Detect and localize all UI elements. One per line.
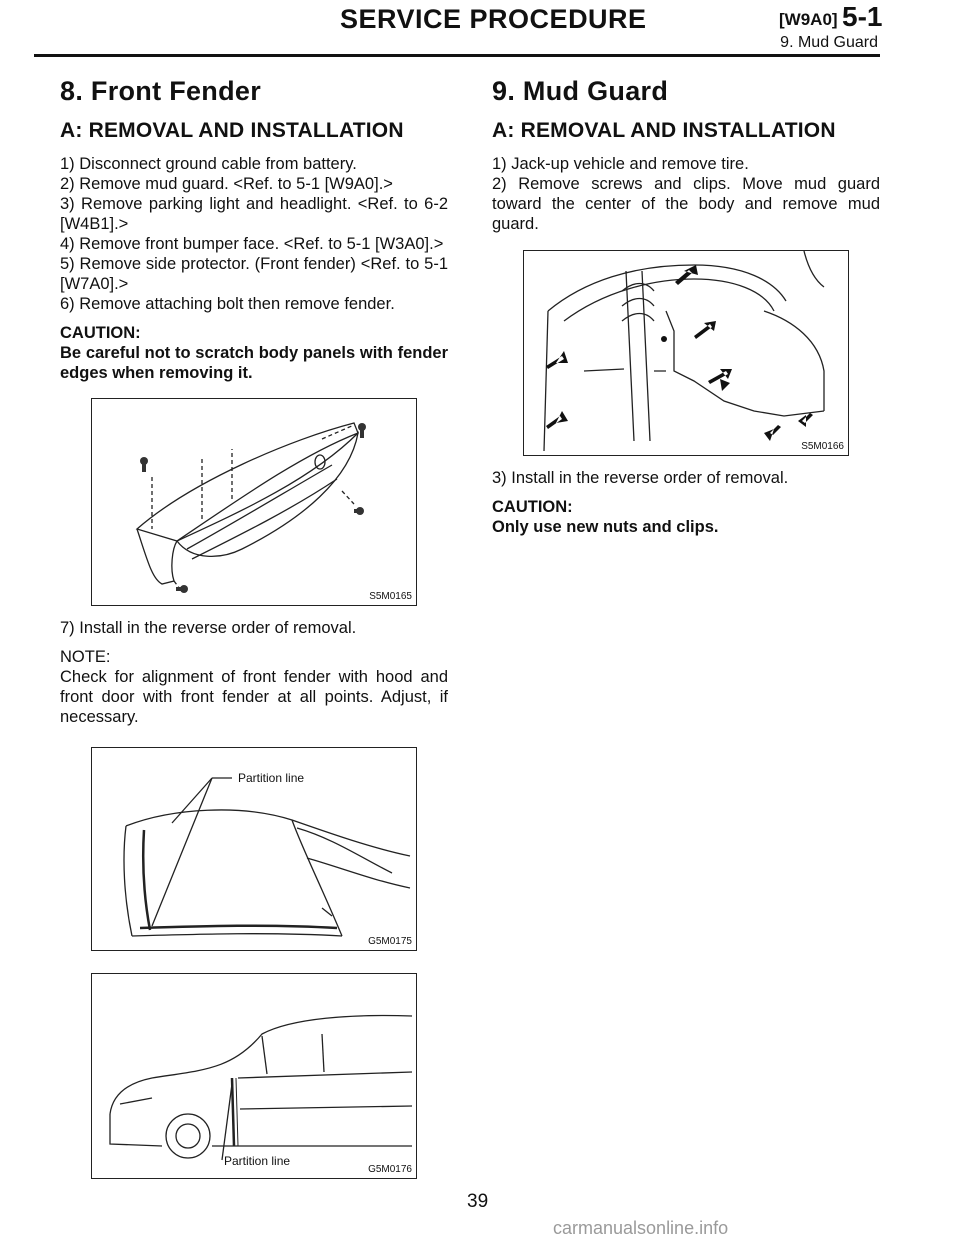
page-number: 39 bbox=[467, 1191, 489, 1212]
page-header-title: SERVICE PROCEDURE bbox=[340, 4, 647, 34]
front-fender-heading: 8. Front Fender bbox=[60, 76, 262, 106]
right-column bbox=[492, 76, 880, 537]
caution-text: Be careful not to scratch body panels with fender edges when removing it. bbox=[60, 344, 448, 382]
caution-label: CAUTION: bbox=[492, 498, 573, 516]
step-2: 2) Remove mud guard. <Ref. to 5-1 [W9A0].> bbox=[60, 175, 393, 193]
step-6: 6) Remove attaching bolt then remove fender. bbox=[60, 295, 395, 313]
step-3: 3) Remove parking light and headlight. <Ref. to 6-2 [W4B1].> bbox=[60, 195, 448, 233]
mud-guard-figure bbox=[523, 250, 849, 456]
mud-guard-illustration bbox=[524, 251, 848, 455]
caution-label: CAUTION: bbox=[60, 324, 141, 342]
page-subtitle: 9. Mud Guard bbox=[780, 34, 878, 51]
door-partition-figure bbox=[91, 973, 417, 1179]
mud-guard-heading: 9. Mud Guard bbox=[492, 76, 669, 106]
front-fender-subheading: A: REMOVAL AND INSTALLATION bbox=[60, 119, 404, 142]
step-2: 2) Remove screws and clips. Move mud guard toward the center of the body and remove mud guard. bbox=[492, 175, 880, 233]
partition-line-callout: Partition line bbox=[224, 1154, 291, 1168]
caution-text: Only use new nuts and clips. bbox=[492, 518, 719, 536]
watermark: carmanualsonline.info bbox=[553, 1218, 729, 1238]
left-column bbox=[60, 76, 448, 1191]
step-7: 7) Install in the reverse order of removal. bbox=[60, 619, 357, 637]
figure-label: G5M0175 bbox=[368, 936, 412, 947]
section-code: [W9A0] bbox=[779, 10, 838, 29]
figure-label: S5M0165 bbox=[369, 591, 412, 602]
fender-illustration bbox=[92, 399, 416, 605]
mud-guard-subheading: A: REMOVAL AND INSTALLATION bbox=[492, 119, 836, 142]
header-rule bbox=[34, 54, 880, 57]
partition-line-callout: Partition line bbox=[238, 771, 305, 785]
figure-label: S5M0166 bbox=[801, 441, 844, 452]
note-text: Check for alignment of front fender with hood and front door with front fender at all points. Adjust, if necessary. bbox=[60, 668, 448, 726]
step-4: 4) Remove front bumper face. <Ref. to 5-1 [W3A0].> bbox=[60, 235, 444, 253]
section-number: 5-1 bbox=[842, 1, 883, 32]
door-illustration bbox=[92, 974, 416, 1178]
step-5: 5) Remove side protector. (Front fender) <Ref. to 5-1 [W7A0].> bbox=[60, 255, 448, 293]
note-label: NOTE: bbox=[60, 648, 111, 666]
fender-figure bbox=[91, 398, 417, 606]
hood-partition-figure bbox=[91, 747, 417, 951]
figure-label: G5M0176 bbox=[368, 1164, 412, 1175]
step-1: 1) Disconnect ground cable from battery. bbox=[60, 155, 357, 173]
step-3: 3) Install in the reverse order of removal. bbox=[492, 469, 789, 487]
step-1: 1) Jack-up vehicle and remove tire. bbox=[492, 155, 749, 173]
